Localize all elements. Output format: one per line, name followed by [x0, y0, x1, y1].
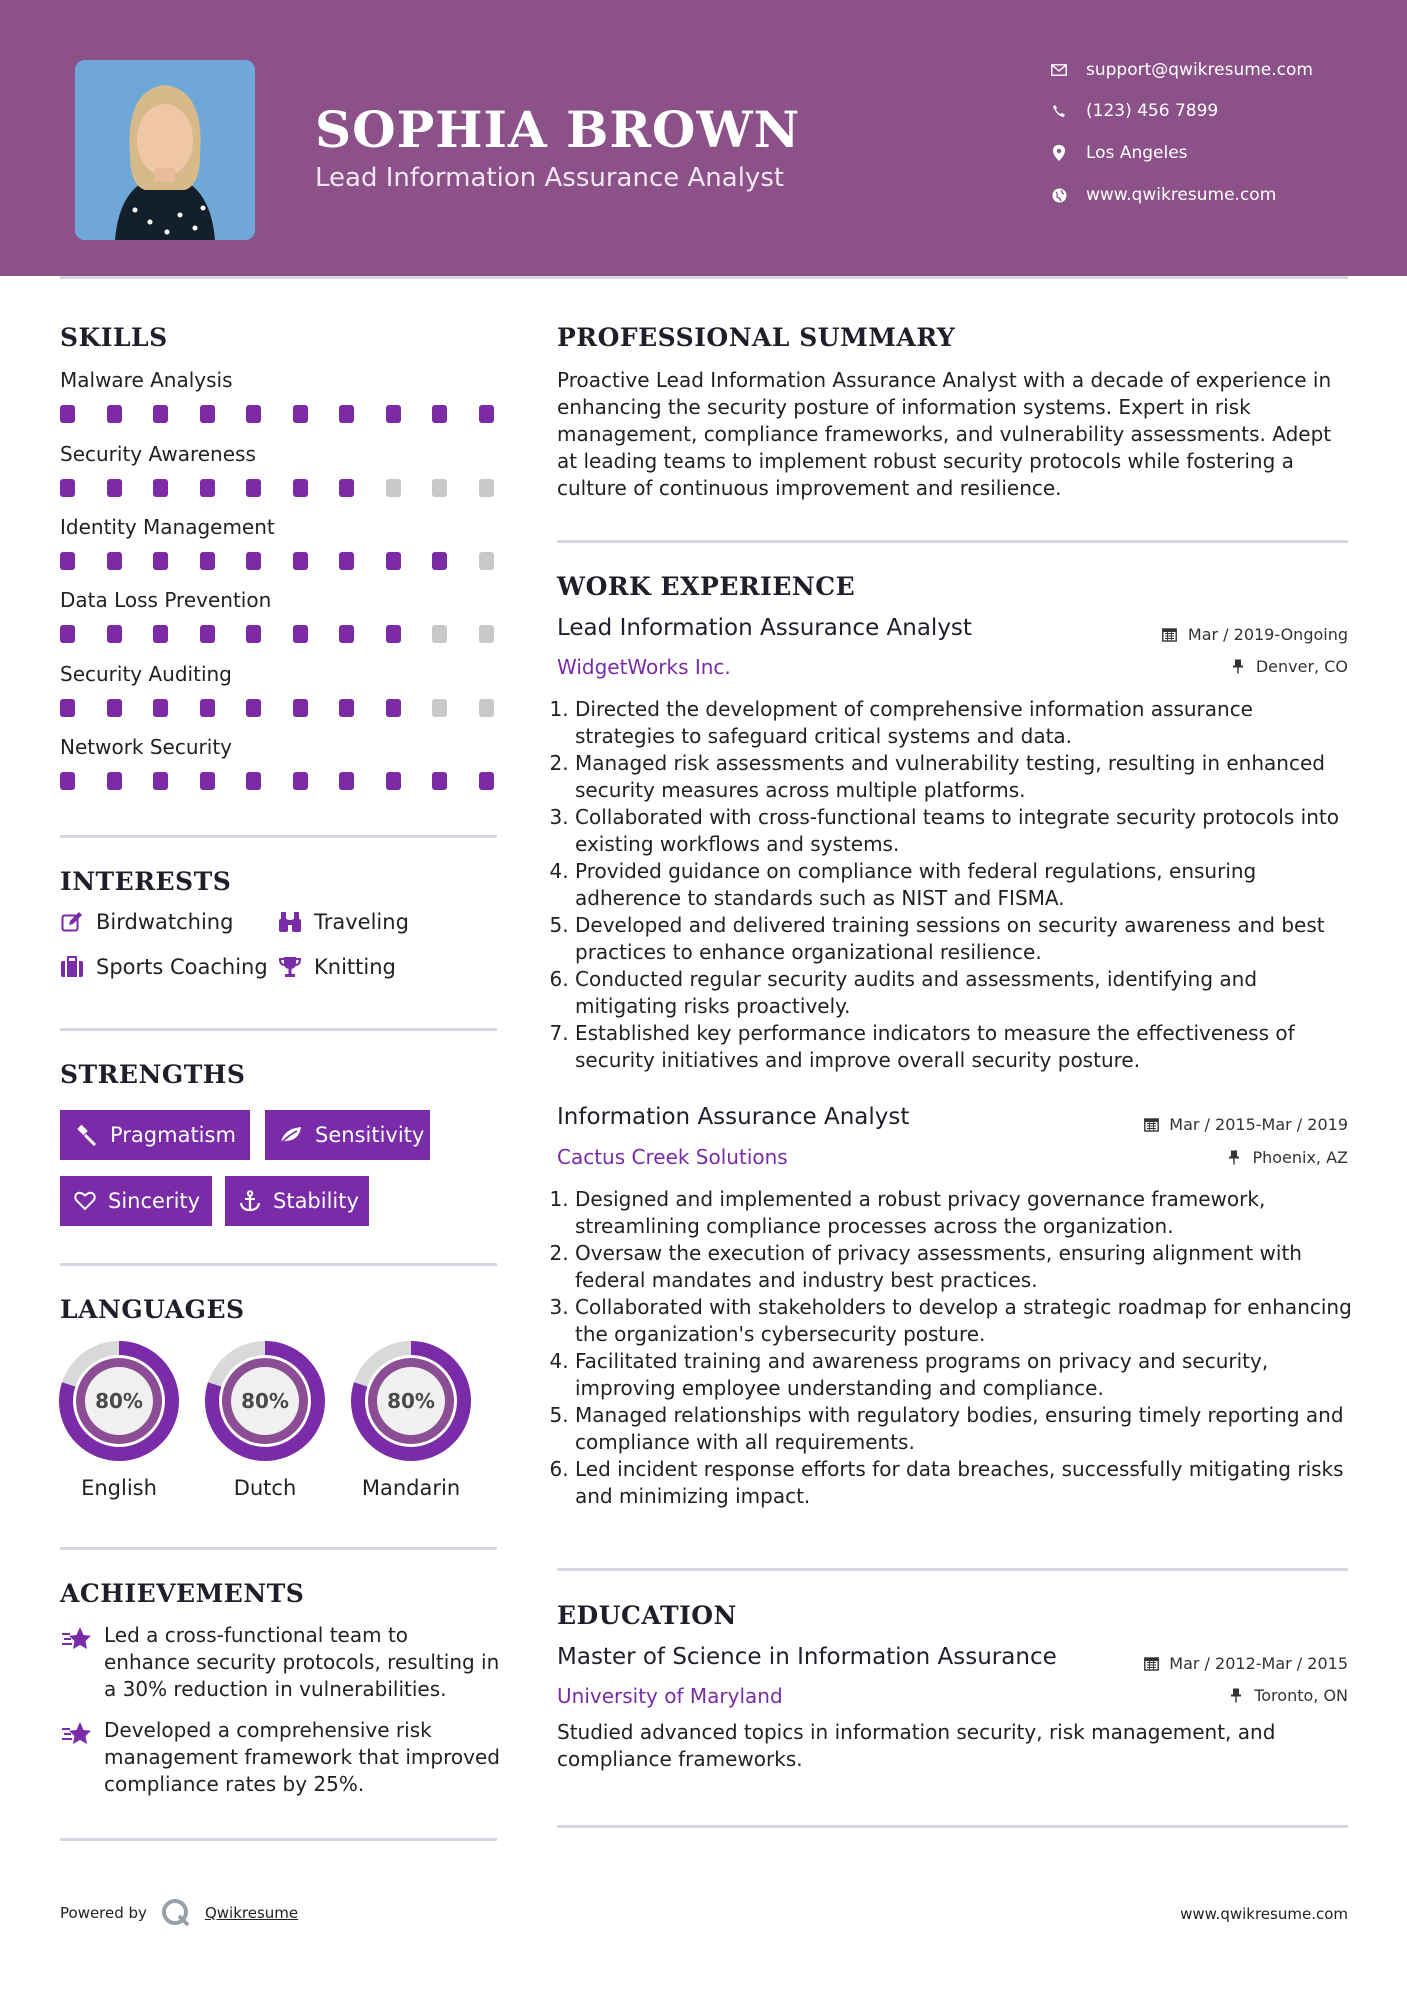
skill-level-dot: [339, 625, 354, 643]
skill-level-dot: [293, 479, 308, 497]
qwikresume-logo-icon: [161, 1898, 191, 1928]
skill-level-dot: [386, 479, 401, 497]
skill-level-dot: [386, 772, 401, 790]
interest-item: [278, 955, 396, 979]
job-location-text: Denver, CO: [1255, 657, 1348, 676]
job-bullet: 1. Designed and implemented a robust privacy governance framework, streamlining compliance processes across the organization.: [575, 1186, 1352, 1240]
skill-level-dot: [246, 552, 261, 570]
envelope-icon: [1050, 61, 1068, 79]
skill-level-dot: [153, 552, 168, 570]
contact-location-text: Los Angeles: [1086, 143, 1188, 163]
footer-powered-by: [60, 1898, 298, 1928]
skill-level-dot: [479, 699, 494, 717]
skill-dots: [60, 479, 500, 497]
achievement-text: Developed a comprehensive risk management framework that improved compliance rates by 25%.: [104, 1718, 500, 1796]
star-icon: [60, 1624, 92, 1656]
skill-level-dot: [60, 625, 75, 643]
skill-dots: [60, 699, 500, 717]
job-date-text: Mar / 2019-Ongoing: [1187, 625, 1348, 644]
job-date: [1162, 625, 1348, 644]
achievement-text: Led a cross-functional team to enhance security protocols, resulting in a 30% reduction in vulnerabilities.: [104, 1623, 500, 1701]
job-bullet: 2. Managed risk assessments and vulnerability testing, resulting in enhanced security measures across multiple platforms.: [575, 750, 1352, 804]
education-description: Studied advanced topics in information security, risk management, and compliance frameworks.: [557, 1720, 1276, 1771]
skill-level-dot: [246, 625, 261, 643]
skill-level-dot: [386, 552, 401, 570]
skill-level-dot: [107, 552, 122, 570]
achievement-item: [60, 1717, 500, 1798]
skill-level-dot: [153, 479, 168, 497]
skill-dots: [60, 405, 500, 423]
job-bullets: [557, 696, 1352, 1074]
skill-level-dot: [386, 625, 401, 643]
phone-icon: [1050, 102, 1068, 120]
skill-level-dot: [432, 405, 447, 423]
section-divider: [60, 1028, 497, 1031]
job-bullet: 3. Collaborated with stakeholders to develop a strategic roadmap for enhancing the organization's cybersecurity posture.: [575, 1294, 1352, 1348]
powered-by-label: Powered by: [60, 1904, 147, 1922]
binoculars-icon: [278, 910, 302, 934]
skill-level-dot: [60, 479, 75, 497]
skill-level-dot: [432, 479, 447, 497]
skill-level-dot: [200, 625, 215, 643]
skill-name: Network Security: [60, 735, 232, 759]
star-icon: [60, 1719, 92, 1751]
strength-label: Sincerity: [108, 1189, 201, 1213]
interest-item: [60, 910, 233, 934]
skill-level-dot: [60, 552, 75, 570]
pushpin-icon: [1228, 1688, 1244, 1704]
skill-level-dot: [153, 405, 168, 423]
language-percent: 80%: [387, 1389, 435, 1413]
pushpin-icon: [1226, 1150, 1242, 1166]
heart-icon: [74, 1189, 96, 1213]
strength-label: Sensitivity: [315, 1123, 425, 1147]
skill-level-dot: [339, 552, 354, 570]
skill-level-dot: [200, 479, 215, 497]
map-pin-icon: [1050, 144, 1068, 162]
job-bullet: 2. Oversaw the execution of privacy assessments, ensuring alignment with federal mandates and industry best practices.: [575, 1240, 1352, 1294]
summary-heading: PROFESSIONAL SUMMARY: [557, 323, 956, 352]
skill-level-dot: [339, 479, 354, 497]
skill-level-dot: [293, 625, 308, 643]
skill-level-dot: [386, 405, 401, 423]
candidate-title: Lead Information Assurance Analyst: [315, 163, 785, 193]
language-item: [58, 1340, 180, 1500]
languages-heading: LANGUAGES: [60, 1295, 245, 1324]
skill-level-dot: [246, 479, 261, 497]
education-date-text: Mar / 2012-Mar / 2015: [1169, 1654, 1348, 1673]
contact-phone-text: (123) 456 7899: [1086, 101, 1219, 121]
skill-level-dot: [107, 625, 122, 643]
skill-level-dot: [432, 772, 447, 790]
skill-level-dot: [479, 552, 494, 570]
skill-level-dot: [479, 479, 494, 497]
language-name: Mandarin: [361, 1476, 461, 1500]
company-name: WidgetWorks Inc.: [557, 655, 731, 679]
education-date: [1143, 1654, 1348, 1673]
contact-location: [1050, 138, 1188, 168]
skill-name: Malware Analysis: [60, 368, 233, 392]
strength-label: Pragmatism: [110, 1123, 236, 1147]
qwikresume-link[interactable]: Qwikresume: [204, 1904, 299, 1922]
job-bullet: 5. Developed and delivered training sessions on security awareness and best practices to enhance organizational resilience.: [575, 912, 1352, 966]
skill-level-dot: [60, 699, 75, 717]
job-location: [1230, 657, 1348, 676]
skill-level-dot: [153, 625, 168, 643]
skill-level-dot: [200, 699, 215, 717]
section-divider: [60, 1263, 497, 1266]
interests-heading: INTERESTS: [60, 867, 232, 896]
achievement-item: [60, 1622, 500, 1703]
language-name: English: [81, 1476, 157, 1500]
job-bullet: 6. Led incident response efforts for data breaches, successfully mitigating risks and minimizing impact.: [575, 1456, 1352, 1510]
pushpin-icon: [1230, 659, 1246, 675]
skill-level-dot: [339, 405, 354, 423]
school-name: University of Maryland: [557, 1684, 783, 1708]
education-location: [1228, 1686, 1348, 1705]
skill-level-dot: [153, 699, 168, 717]
education-heading: EDUCATION: [557, 1601, 737, 1630]
job-title: Information Assurance Analyst: [557, 1104, 910, 1130]
job-date: [1143, 1115, 1348, 1134]
contact-email-text: support@qwikresume.com: [1086, 60, 1313, 80]
job-date-text: Mar / 2015-Mar / 2019: [1169, 1115, 1348, 1134]
skill-level-dot: [200, 772, 215, 790]
job-location: [1226, 1148, 1348, 1167]
skill-level-dot: [153, 772, 168, 790]
interest-item: [278, 910, 409, 934]
candidate-name: SOPHIA BROWN: [315, 100, 801, 159]
header-divider: [60, 276, 1348, 279]
job-bullet: 6. Conducted regular security audits and assessments, identifying and mitigating risks proactively.: [575, 966, 1352, 1020]
language-name: Dutch: [233, 1476, 297, 1500]
suitcase-icon: [60, 955, 84, 979]
skill-name: Security Awareness: [60, 442, 256, 466]
skill-level-dot: [107, 405, 122, 423]
calendar-icon: [1143, 1117, 1159, 1133]
language-item: [204, 1340, 326, 1500]
interest-label: Sports Coaching: [96, 955, 268, 979]
interest-label: Knitting: [314, 955, 396, 979]
strength-badge: [60, 1176, 212, 1226]
language-percent: 80%: [95, 1389, 143, 1413]
job-location-text: Phoenix, AZ: [1252, 1148, 1348, 1167]
interest-label: Birdwatching: [96, 910, 234, 934]
skill-level-dot: [107, 772, 122, 790]
skill-level-dot: [479, 625, 494, 643]
skill-level-dot: [293, 552, 308, 570]
edit-icon: [60, 910, 84, 934]
skill-level-dot: [246, 699, 261, 717]
skill-level-dot: [60, 772, 75, 790]
job-title: Lead Information Assurance Analyst: [557, 615, 972, 641]
globe-icon: [1050, 186, 1068, 204]
leaf-icon: [279, 1123, 303, 1147]
section-divider: [557, 1568, 1348, 1571]
contact-email[interactable]: [1050, 55, 1313, 85]
strength-badge: [265, 1110, 430, 1160]
calendar-icon: [1162, 627, 1178, 643]
skill-level-dot: [293, 405, 308, 423]
skill-level-dot: [293, 699, 308, 717]
trophy-icon: [278, 955, 302, 979]
section-divider: [60, 1547, 497, 1550]
skill-level-dot: [246, 772, 261, 790]
education-location-text: Toronto, ON: [1254, 1686, 1348, 1705]
skill-level-dot: [200, 552, 215, 570]
strengths-heading: STRENGTHS: [60, 1060, 246, 1089]
gavel-icon: [74, 1123, 98, 1147]
skill-level-dot: [107, 699, 122, 717]
job-bullet: 4. Provided guidance on compliance with federal regulations, ensuring adherence to standards such as NIST and FISMA.: [575, 858, 1352, 912]
skill-level-dot: [432, 699, 447, 717]
contact-website-text: www.qwikresume.com: [1086, 185, 1277, 205]
job-bullet: 7. Established key performance indicators to measure the effectiveness of security initiatives and improve overall security posture.: [575, 1020, 1352, 1074]
experience-heading: WORK EXPERIENCE: [557, 572, 856, 601]
strength-badge: [225, 1176, 369, 1226]
skill-level-dot: [432, 625, 447, 643]
anchor-icon: [239, 1189, 261, 1213]
contact-website[interactable]: [1050, 180, 1276, 210]
contact-phone[interactable]: [1050, 96, 1218, 126]
summary-text: Proactive Lead Information Assurance Analyst with a decade of experience in enhancing the security posture of information systems. Expert in risk management, compliance frameworks, and vulnerability assessments. Adept at leading teams to implement robust security protocols while fostering a culture of continuous improvement and resilience.: [557, 368, 1332, 500]
skill-name: Data Loss Prevention: [60, 588, 272, 612]
skill-level-dot: [293, 772, 308, 790]
skill-level-dot: [386, 699, 401, 717]
section-divider: [557, 540, 1348, 543]
language-item: [350, 1340, 472, 1500]
skill-dots: [60, 552, 500, 570]
skill-level-dot: [479, 772, 494, 790]
skill-level-dot: [60, 405, 75, 423]
skill-name: Identity Management: [60, 515, 275, 539]
skill-name: Security Auditing: [60, 662, 232, 686]
strength-badge: [60, 1110, 250, 1160]
job-bullets: [557, 1186, 1352, 1510]
achievements-heading: ACHIEVEMENTS: [60, 1579, 305, 1608]
skill-dots: [60, 625, 500, 643]
degree-title: Master of Science in Information Assurance: [557, 1644, 1057, 1670]
strength-label: Stability: [273, 1189, 359, 1213]
interest-item: [60, 955, 268, 979]
skill-level-dot: [200, 405, 215, 423]
skill-level-dot: [107, 479, 122, 497]
profile-photo: [75, 60, 255, 240]
skill-level-dot: [479, 405, 494, 423]
company-name: Cactus Creek Solutions: [557, 1145, 788, 1169]
skill-level-dot: [339, 699, 354, 717]
job-bullet: 3. Collaborated with cross-functional teams to integrate security protocols into existing workflows and systems.: [575, 804, 1352, 858]
section-divider: [557, 1825, 1348, 1828]
section-divider: [60, 835, 497, 838]
job-bullet: 5. Managed relationships with regulatory bodies, ensuring timely reporting and compliance with all requirements.: [575, 1402, 1352, 1456]
skills-heading: SKILLS: [60, 323, 168, 352]
skill-level-dot: [432, 552, 447, 570]
skill-level-dot: [339, 772, 354, 790]
interest-label: Traveling: [314, 910, 409, 934]
calendar-icon: [1143, 1656, 1159, 1672]
job-bullet: 1. Directed the development of comprehensive information assurance strategies to safeguard critical systems and data.: [575, 696, 1352, 750]
skill-dots: [60, 772, 500, 790]
footer-website[interactable]: www.qwikresume.com: [1180, 1905, 1348, 1923]
job-bullet: 4. Facilitated training and awareness programs on privacy and security, improving employee understanding and compliance.: [575, 1348, 1352, 1402]
section-divider: [60, 1838, 497, 1841]
language-percent: 80%: [241, 1389, 289, 1413]
skill-level-dot: [246, 405, 261, 423]
